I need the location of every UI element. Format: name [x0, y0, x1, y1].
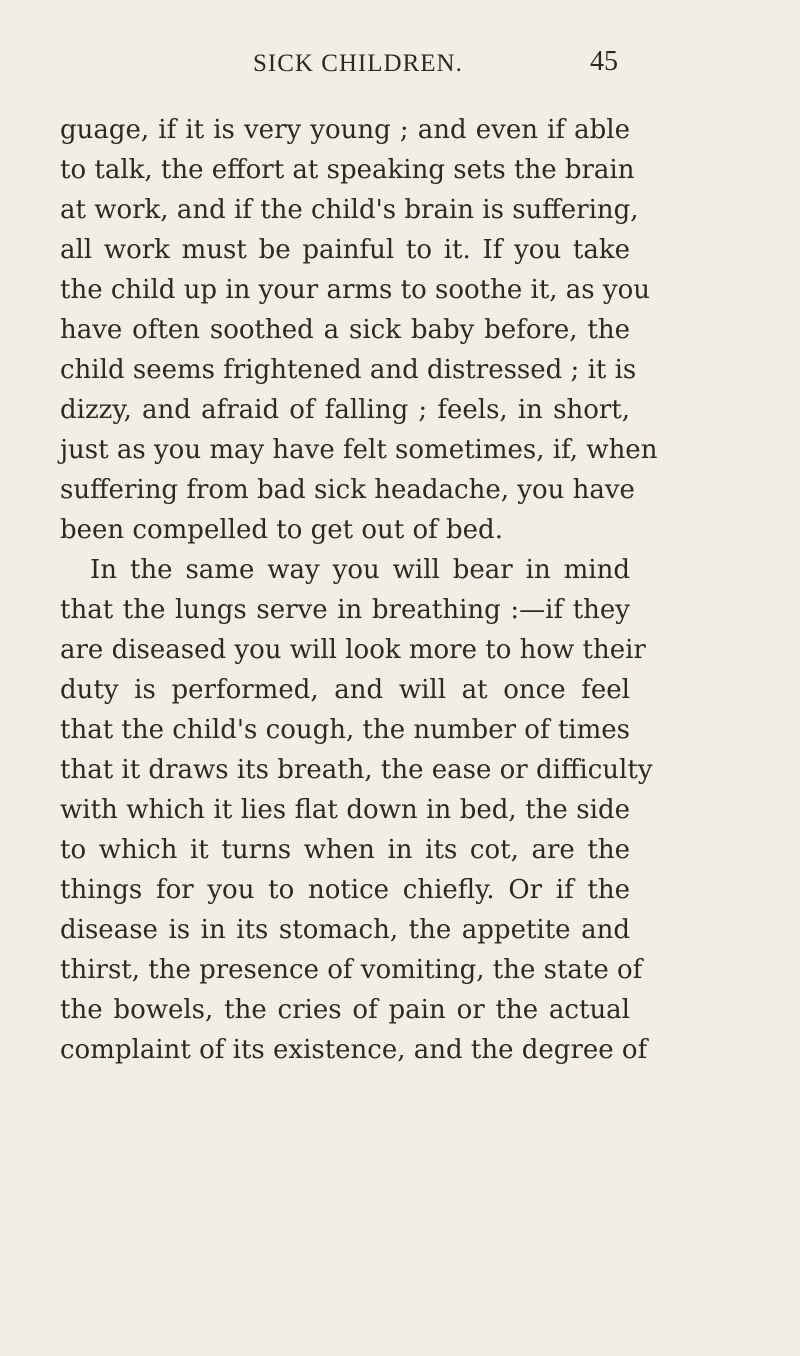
text-line: things for you to notice chiefly. Or if the — [60, 875, 630, 905]
text-line: to talk, the effort at speaking sets the brain — [60, 155, 635, 185]
text-line: In the same way you will bear in mind — [90, 555, 630, 585]
text-line: complaint of its existence, and the degree of — [60, 1035, 648, 1065]
text-line: dizzy, and afraid of falling ; feels, in short, — [60, 395, 630, 425]
text-line: thirst, the presence of vomiting, the state of — [60, 955, 643, 985]
page-header — [0, 46, 800, 90]
running-head: SICK CHILDREN. — [253, 50, 463, 77]
body-text — [60, 110, 658, 1070]
text-line: just as you may have felt sometimes, if, when — [60, 435, 658, 465]
text-line: that it draws its breath, the ease or difficulty — [60, 755, 653, 785]
text-line: all work must be painful to it. If you take — [60, 235, 630, 265]
text-line: are diseased you will look more to how their — [60, 635, 646, 665]
text-line: duty is performed, and will at once feel — [60, 675, 630, 705]
page-number: 45 — [590, 46, 618, 77]
text-line: that the child's cough, the number of times — [60, 715, 630, 745]
text-line: been compelled to get out of bed. — [60, 515, 503, 545]
text-line: at work, and if the child's brain is suffering, — [60, 195, 639, 225]
text-line: with which it lies flat down in bed, the side — [60, 795, 630, 825]
text-line: have often soothed a sick baby before, the — [60, 315, 630, 345]
text-line: suffering from bad sick headache, you have — [60, 475, 635, 505]
text-line: that the lungs serve in breathing :—if they — [60, 595, 630, 625]
text-line: guage, if it is very young ; and even if able — [60, 115, 630, 145]
text-line: the child up in your arms to soothe it, as you — [60, 275, 650, 305]
text-line: child seems frightened and distressed ; it is — [60, 355, 637, 385]
text-line: disease is in its stomach, the appetite and — [60, 915, 630, 945]
text-line: to which it turns when in its cot, are the — [60, 835, 630, 865]
text-line: the bowels, the cries of pain or the actual — [60, 995, 630, 1025]
